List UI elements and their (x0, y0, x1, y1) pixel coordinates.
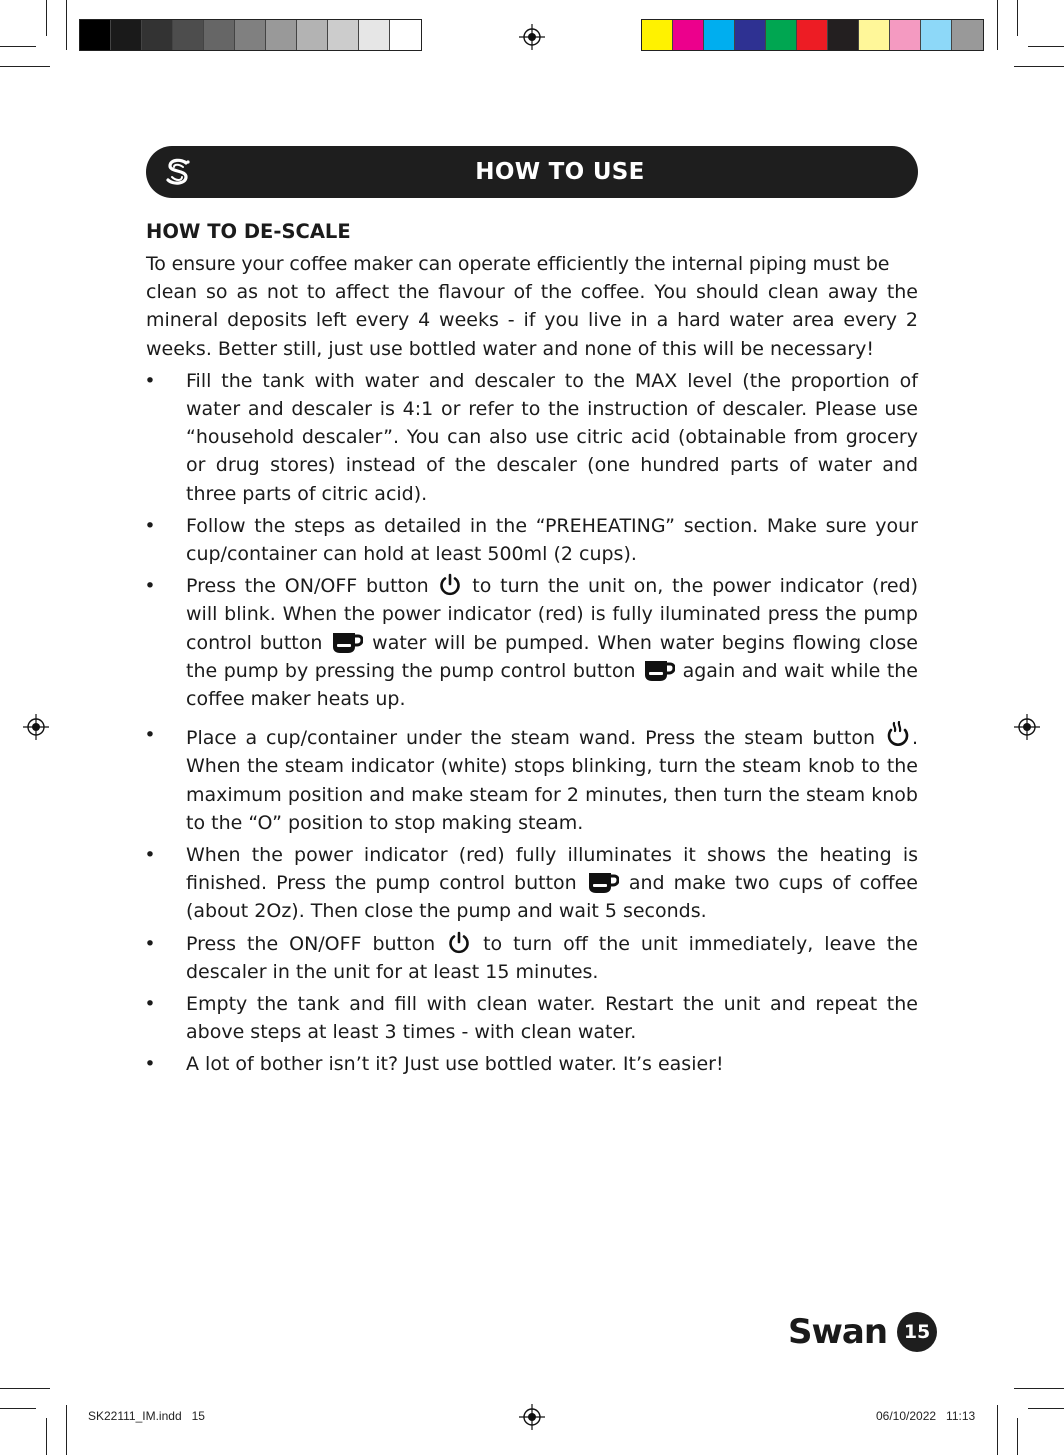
color-swatch (952, 20, 983, 50)
color-swatch (921, 20, 952, 50)
list-item-text: water will be pumped. When water begins flowing close the pump by pressing the pump control button (186, 631, 918, 682)
color-swatch (390, 20, 421, 50)
color-swatch (704, 20, 735, 50)
registration-mark-icon (519, 1404, 545, 1430)
color-swatch (642, 20, 673, 50)
bullet-marker: • (144, 932, 156, 955)
intro-paragraph (146, 250, 918, 363)
section-banner (146, 146, 918, 198)
registration-mark-icon (519, 24, 545, 50)
intro-text: clean so as not to affect the flavour of the coffee. You should clean away the mineral deposits left every 4 weeks - if you live in a hard water area every 2 weeks. Better still, just use bottled water and none of this will be necessary! (146, 281, 918, 360)
color-swatch (766, 20, 797, 50)
list-item-text: Fill the tank with water and descaler to the MAX level (the proportion of water and descaler is 4:1 or refer to the instruction of descaler. Please use “household descaler”. You can also use citric acid (obtainable from grocery or drug stores) instead of the descaler (one hundred parts of water and three parts of citric acid). (186, 369, 918, 505)
list-item (146, 367, 918, 508)
bullet-marker: • (144, 369, 156, 392)
list-item (146, 1050, 918, 1078)
slug-file-name: SK22111_IM.indd 15 (88, 1409, 205, 1423)
bullet-marker: • (144, 514, 156, 537)
color-swatch (735, 20, 766, 50)
color-swatch (111, 20, 142, 50)
color-swatch (890, 20, 921, 50)
list-item-text: When the power indicator (red) fully illuminates it shows the heating is finished. Press the pump control button (186, 844, 918, 895)
content-area (146, 218, 918, 1083)
list-item-text: Place a cup/container under the steam wand. Press the steam button (186, 727, 875, 750)
color-swatch (142, 20, 173, 50)
color-swatch (673, 20, 704, 50)
brand-footer (788, 1310, 937, 1354)
color-swatch (297, 20, 328, 50)
power-icon (438, 573, 462, 597)
list-item-text: to turn off the unit immediately, leave the descaler in the unit for at least 15 minutes. (186, 932, 918, 983)
grayscale-color-bar (79, 19, 422, 51)
list-item-text: again and wait while the coffee maker heats up. (186, 659, 918, 711)
page-number-badge: 15 (897, 1312, 937, 1352)
slug-timestamp: 06/10/2022 11:13 (876, 1409, 976, 1423)
list-item-text: Empty the tank and fill with clean water. Restart the unit and repeat the above steps at least 3 times - with clean water. (186, 993, 918, 1044)
color-swatch (266, 20, 297, 50)
color-swatch (204, 20, 235, 50)
process-color-bar (641, 19, 984, 51)
pump-cup-icon (587, 870, 619, 894)
registration-mark-icon (23, 714, 49, 740)
list-item (146, 841, 918, 926)
bullet-marker: • (144, 724, 156, 747)
color-swatch (828, 20, 859, 50)
color-swatch (859, 20, 890, 50)
color-swatch (235, 20, 266, 50)
pump-cup-icon (643, 658, 675, 682)
registration-mark-icon (1014, 714, 1040, 740)
steam-icon (885, 721, 911, 749)
power-icon (447, 931, 471, 955)
list-item (146, 512, 918, 568)
list-item (146, 990, 918, 1046)
list-item-text: Press the ON/OFF button (186, 575, 429, 598)
list-item (146, 930, 918, 986)
list-item (146, 572, 918, 713)
bullet-marker: • (144, 1053, 156, 1076)
intro-line: To ensure your coffee maker can operate efficiently the internal piping must be (146, 253, 890, 275)
list-item-text: . When the steam indicator (white) stops blinking, turn the steam knob to the maximum position and make steam for 2 minutes, then turn the steam knob to the “O” position to stop making steam. (186, 727, 918, 834)
list-item-text: to turn the unit on, the power indicator (red) will blink. When the power indicator (red) is fully iluminated press the pump control button (186, 575, 918, 654)
brand-logo: Swan (788, 1312, 888, 1352)
list-item-text: Follow the steps as detailed in the “PREHEATING” section. Make sure your cup/container can hold at least 500ml (2 cups). (186, 514, 918, 566)
pump-cup-icon (331, 630, 363, 654)
color-swatch (328, 20, 359, 50)
color-swatch (80, 20, 111, 50)
list-item-text: and make two cups of coffee (about 2Oz). Then close the pump and wait 5 seconds. (186, 872, 918, 923)
list-item-text: A lot of bother isn’t it? Just use bottled water. It’s easier! (186, 1053, 724, 1076)
bullet-marker: • (144, 575, 156, 598)
list-item-text: Press the ON/OFF button (186, 932, 436, 955)
color-swatch (797, 20, 828, 50)
color-swatch (359, 20, 390, 50)
bullet-marker: • (144, 844, 156, 867)
color-swatch (173, 20, 204, 50)
bullet-marker: • (144, 993, 156, 1016)
banner-title: HOW TO USE (475, 159, 645, 185)
section-heading: HOW TO DE-SCALE (146, 220, 351, 243)
list-item (146, 721, 918, 837)
